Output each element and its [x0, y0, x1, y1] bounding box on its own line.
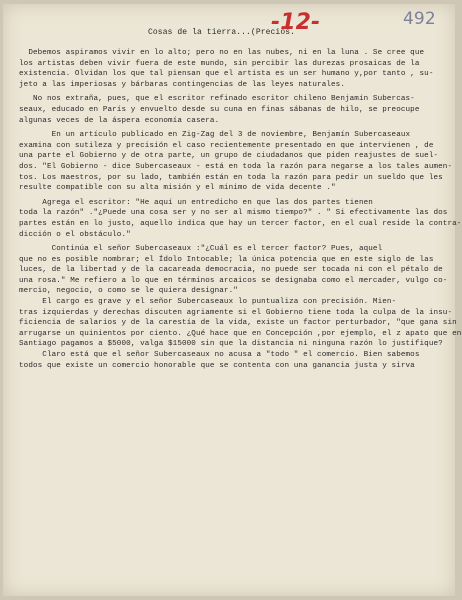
- text-line: Debemos aspiramos vivir en lo alto; pero no en las nubes, ni en la luna . Se cree que: [19, 49, 425, 57]
- text-line: una rosa." Me refiero a lo que en términos arcaicos se designaba como el mercader, vulgo co-: [19, 276, 448, 285]
- text-line: toda la razón" ."¿Puede una cosa ser y no ser al mismo tiempo?" . " Si efectivamente las dos: [19, 209, 448, 218]
- text-line: mercio, negocio, o como se le quiera designar.": [19, 287, 238, 296]
- text-line: seaux, educado en París y envuelto desde su cuna en finas sábanas de hilo, se preocupe: [19, 105, 420, 114]
- page-header: [3, 9, 455, 48]
- text-line: que no es posible nombrar; el Ídolo Intocable; la única potencia que en este siglo de las: [19, 255, 434, 264]
- text-line: algunas veces de la áspera economía casera.: [19, 116, 220, 125]
- text-line: jeto a las imperiosas y bárbaras contingencias de las leyes naturales.: [19, 80, 345, 89]
- text-line: Santiago pagamos a $5000, valga $15000 sin que la distancia ni ninguna razón lo justifique?: [19, 340, 443, 349]
- text-line: examina con sutileza y precisión el caso recientemente presentado en que intervienen , de: [19, 141, 434, 150]
- text-line: En un artículo publicado en Zig-Zag del 3 de noviembre, Benjamín Subercaseaux: [19, 131, 411, 140]
- text-line: El cargo es grave y el señor Subercaseaux lo puntualiza con precisión. Mien-: [19, 298, 397, 307]
- text-line: partes están en lo justo, aquello indica que hay un tercer factor, en el cual reside la contra-: [19, 219, 462, 228]
- archive-number: 492: [403, 9, 436, 29]
- text-line: resulte compatible con su alta misión y el mínimo de vida decente .": [19, 184, 336, 193]
- text-line: dos. "El Gobierno - dice Subercaseaux - está en toda la razón para negarse a los tales aumen-: [19, 162, 453, 171]
- text-line: arrugarse un quinientos por ciento. ¿Qué hace que en Concepción ,por ejemplo, el z apato que en: [19, 329, 462, 338]
- text-line: tos. Los maestros, por su lado, también están en toda la razón para pedir un sueldo que les: [19, 173, 443, 182]
- text-line: No nos extraña, pues, que el escritor refinado escritor chileno Benjamín Subercas-: [19, 95, 415, 104]
- text-line: dicción o el obstáculo.": [19, 230, 131, 239]
- text-line: tras izquierdas y derechas discuten agriamente si el Gobierno tiene toda la culpa de la insu-: [19, 308, 453, 317]
- text-line: los artistas deben vivir fuera de este mundo, sin percibir las durezas prosaicas de la: [19, 59, 420, 68]
- typed-text-body: [19, 48, 462, 371]
- text-line: todos que existe un comercio honorable que se contenta con una ganancia justa y sirva: [19, 361, 415, 370]
- text-line: existencia. Olvidan los que tal piensan que el artista es un ser humano y,por tanto , su-: [19, 70, 434, 79]
- text-line: Claro está que el señor Subercaseaux no acusa a "todo " el comercio. Bien sabemos: [19, 351, 420, 360]
- text-line: Continúa el señor Subercaseaux :"¿Cuál es el tercer factor? Pues, aquel: [19, 245, 383, 254]
- document-page: [3, 4, 462, 596]
- document-title: Cosas de la tierra...(Precios.: [148, 28, 296, 37]
- text-line: ficiencia de salarios y de la carestía de la vida, existe un factor perturbador, "que gana sin: [19, 319, 457, 328]
- handwritten-page-number: -12-: [271, 10, 321, 35]
- text-line: Agrega el escritor: "He aquí un entredicho en que las dos partes tienen: [19, 198, 373, 207]
- text-line: una parte el Gobierno y de otra parte, un grupo de ciudadanos que piden reajustes de suel-: [19, 152, 439, 161]
- text-line: luces, de la libertad y de la cacareada democracia, no puede ser tocada ni con el pétalo de: [19, 266, 443, 275]
